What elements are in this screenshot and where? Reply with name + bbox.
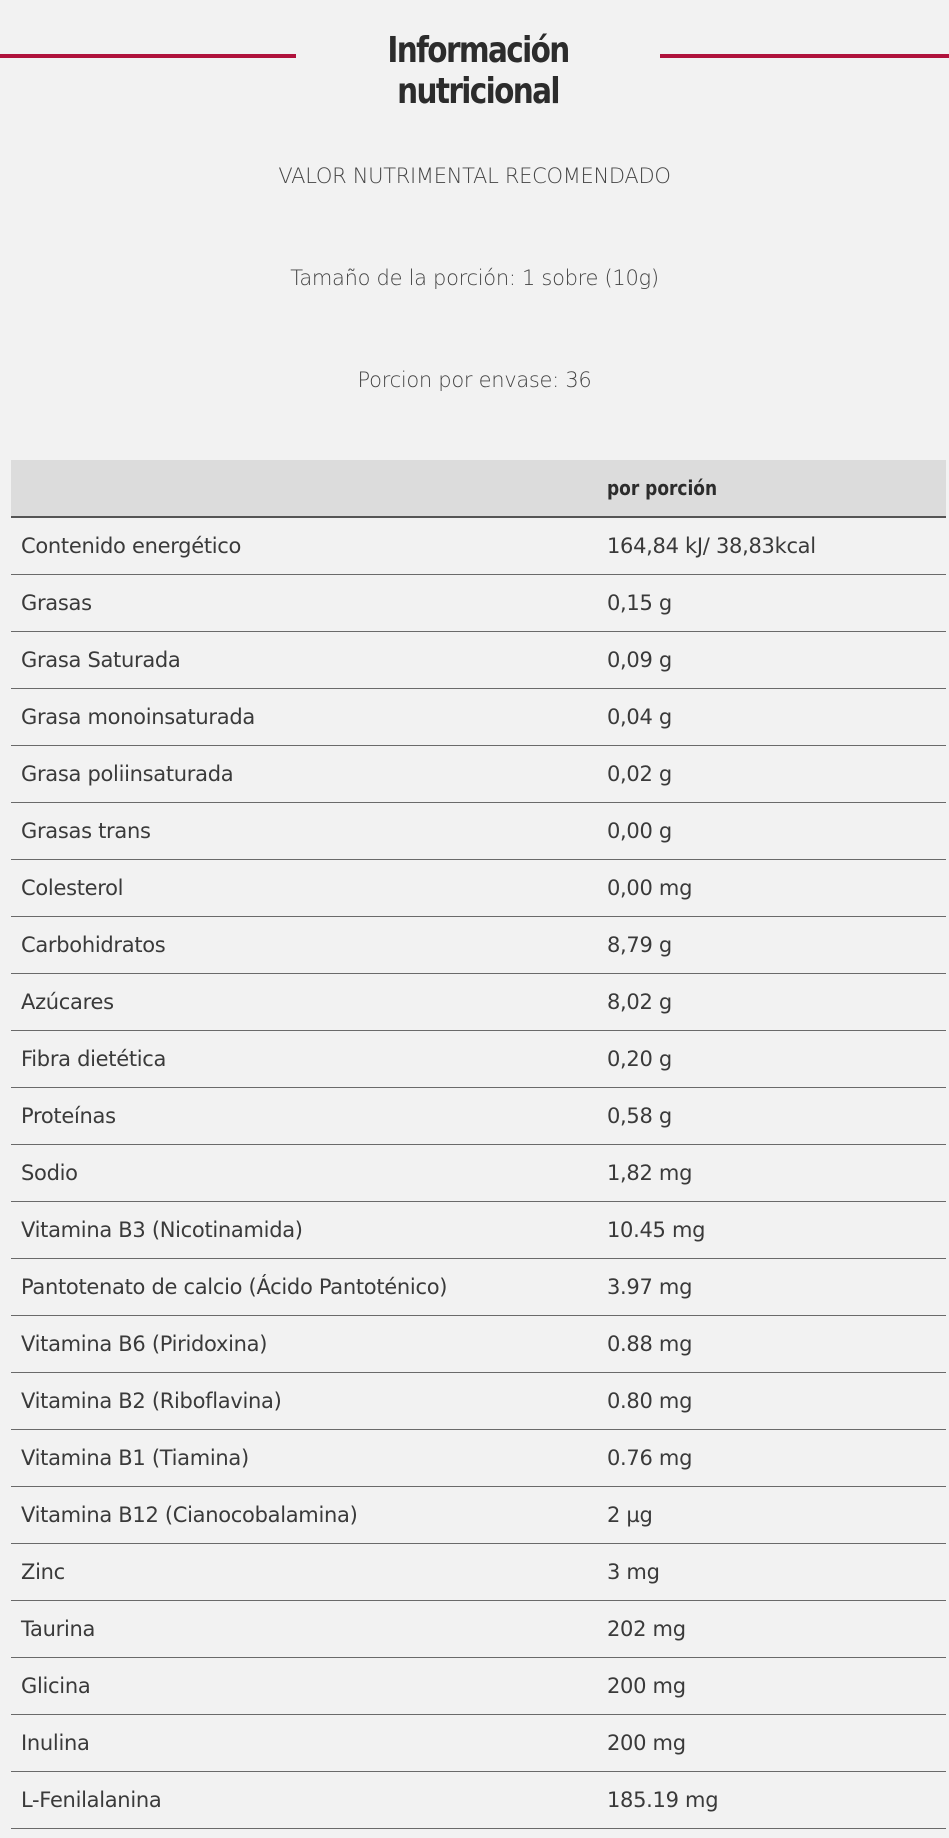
nutrient-value: 0,20 g — [607, 1046, 672, 1071]
nutrient-name: Taurina — [21, 1616, 96, 1641]
nutrient-value: 164,84 kJ/ 38,83kcal — [607, 533, 816, 558]
page-title: Información nutricional — [387, 30, 569, 112]
nutrient-name: Grasa monoinsaturada — [21, 704, 255, 729]
nutrient-name: Azúcares — [21, 989, 114, 1014]
table-row — [11, 1600, 946, 1657]
nutrient-value: 0,15 g — [607, 590, 672, 615]
nutrient-value: 3.97 mg — [607, 1274, 693, 1299]
nutrient-name: Vitamina B12 (Cianocobalamina) — [21, 1502, 358, 1527]
table-row — [11, 1771, 946, 1828]
nutrient-value: 0.80 mg — [607, 1388, 693, 1413]
nutrient-value: 202 mg — [607, 1616, 686, 1641]
nutrient-name: Contenido energético — [21, 533, 242, 558]
nutrient-value: 0.88 mg — [607, 1331, 693, 1356]
table-row — [11, 1714, 946, 1771]
table-row — [11, 1429, 946, 1486]
nutrient-name: Sodio — [21, 1160, 78, 1185]
nutrient-name: Grasa Saturada — [21, 647, 181, 672]
title-bar — [0, 0, 949, 112]
nutrient-value: 8,79 g — [607, 932, 672, 957]
serving-size-text: Tamaño de la porción: 1 sobre (10g) — [290, 266, 659, 290]
table-row — [11, 1258, 946, 1315]
nutrient-value: 10.45 mg — [607, 1217, 706, 1242]
nutrient-value: 200 mg — [607, 1730, 686, 1755]
nutrient-name: Vitamina B6 (Piridoxina) — [21, 1331, 268, 1356]
nutrient-name: Grasa poliinsaturada — [21, 761, 234, 786]
nutrient-name: Grasas trans — [21, 818, 151, 843]
nutrient-value: 200 mg — [607, 1673, 686, 1698]
nutrient-name: Glicina — [21, 1673, 91, 1698]
nutrient-value: 0,00 g — [607, 818, 672, 843]
nutrient-value: 0,00 mg — [607, 875, 693, 900]
nutrient-name: Proteínas — [21, 1103, 116, 1128]
table-row — [11, 1144, 946, 1201]
nutrient-name: Vitamina B1 (Tiamina) — [21, 1445, 249, 1470]
table-body — [11, 517, 946, 1828]
table-row — [11, 1315, 946, 1372]
nutrient-name: Grasas — [21, 590, 92, 615]
table-row — [11, 1201, 946, 1258]
table-row — [11, 1087, 946, 1144]
table-row — [11, 745, 946, 802]
table-row — [11, 1543, 946, 1600]
nutrient-value: 0,02 g — [607, 761, 672, 786]
nutrient-value: 185.19 mg — [607, 1787, 719, 1812]
table-row — [11, 688, 946, 745]
nutrient-name: Inulina — [21, 1730, 90, 1755]
nutrient-name: Vitamina B3 (Nicotinamida) — [21, 1217, 303, 1242]
table-row — [11, 859, 946, 916]
nutrient-value: 1,82 mg — [607, 1160, 693, 1185]
nutrient-value: 2 µg — [607, 1502, 653, 1527]
table-row — [11, 802, 946, 859]
table-header-row — [11, 460, 946, 517]
table-row — [11, 517, 946, 574]
nutrition-table — [11, 460, 946, 1829]
table-row — [11, 631, 946, 688]
nutrient-name: Pantotenato de calcio (Ácido Pantoténico) — [21, 1274, 448, 1299]
table-header — [11, 460, 946, 517]
title-divider-right — [660, 54, 949, 58]
table-row — [11, 916, 946, 973]
nutrient-name: Carbohidratos — [21, 932, 166, 957]
title-divider-left — [0, 54, 296, 58]
table-row — [11, 1486, 946, 1543]
nutrition-table-wrapper — [11, 460, 946, 1829]
table-row — [11, 574, 946, 631]
nutrient-name: Fibra dietética — [21, 1046, 167, 1071]
table-row — [11, 973, 946, 1030]
column-header-nutrient — [11, 460, 607, 517]
table-row — [11, 1030, 946, 1087]
nutrient-value: 8,02 g — [607, 989, 672, 1014]
nutrient-value: 3 mg — [607, 1559, 660, 1584]
nutrient-name: Colesterol — [21, 875, 124, 900]
nutrient-value: 0.76 mg — [607, 1445, 693, 1470]
nutrient-value: 0,58 g — [607, 1103, 672, 1128]
nutrient-value: 0,09 g — [607, 647, 672, 672]
nutrient-name: Zinc — [21, 1559, 65, 1584]
nutrient-value: 0,04 g — [607, 704, 672, 729]
servings-per-container-text: Porcion por envase: 36 — [357, 368, 592, 392]
table-row — [11, 1372, 946, 1429]
column-header-per-serving-label: por porción — [607, 476, 718, 500]
nutrient-name: Vitamina B2 (Riboflavina) — [21, 1388, 282, 1413]
nutrient-name: L-Fenilalanina — [21, 1787, 162, 1812]
table-row — [11, 1657, 946, 1714]
column-header-per-serving — [607, 460, 946, 517]
nutrient-value-heading: VALOR NUTRIMENTAL RECOMENDADO — [278, 164, 671, 188]
